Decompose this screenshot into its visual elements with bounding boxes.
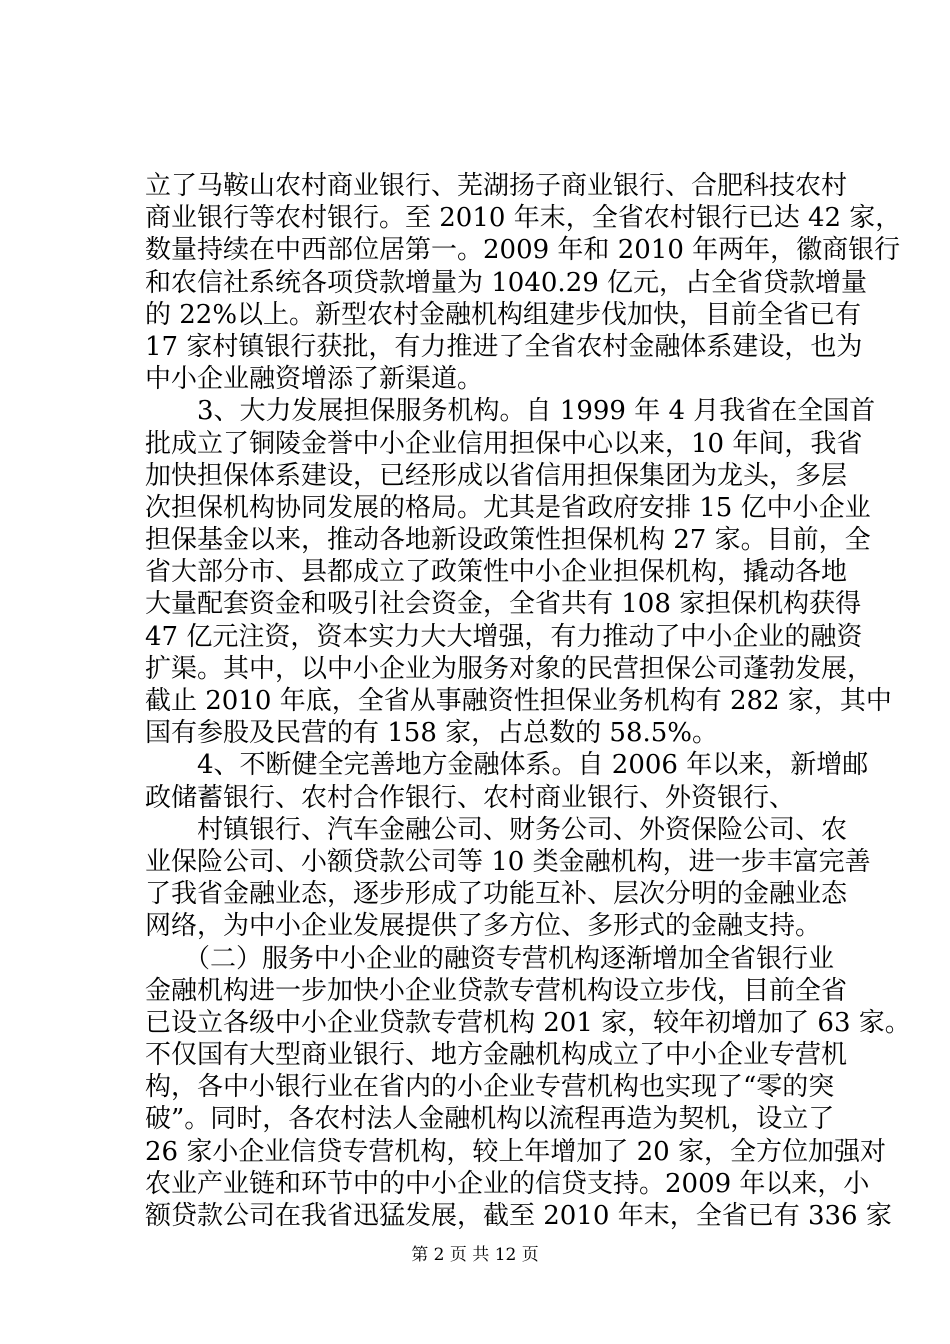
text-line: 担保基金以来，推动各地新设政策性担保机构 27 家。目前，全: [145, 525, 871, 556]
text-line: 商业银行等农村银行。至 2010 年末，全省农村银行已达 42 家，: [145, 203, 902, 234]
text-line: 国有参股及民营的有 158 家，占总数的 58.5%。: [145, 718, 719, 749]
text-line: 扩渠。其中，以中小企业为服务对象的民营担保公司蓬勃发展，: [145, 653, 874, 684]
text-line: 截止 2010 年底，全省从事融资性担保业务机构有 282 家，其中: [145, 686, 892, 716]
text-line: 破”。同时，各农村法人金融机构以流程再造为契机，设立了: [145, 1104, 835, 1135]
text-line: （二）服务中小企业的融资专营机构逐渐增加全省银行业: [145, 943, 835, 974]
document-body: [145, 170, 911, 1232]
text-line: 业保险公司、小额贷款公司等 10 类金融机构，进一步丰富完善: [145, 846, 871, 877]
text-line: 数量持续在中西部位居第一。2009 年和 2010 年两年，徽商银行: [145, 235, 901, 266]
text-line: 4、不断健全完善地方金融体系。自 2006 年以来，新增邮: [145, 750, 869, 781]
text-line: 已设立各级中小企业贷款专营机构 201 家，较年初增加了 63 家。: [145, 1007, 911, 1038]
text-line: 加快担保体系建设，已经形成以省信用担保集团为龙头，多层: [145, 460, 848, 491]
text-line: 批成立了铜陵金誉中小企业信用担保中心以来，10 年间，我省: [145, 428, 863, 459]
text-line: 立了马鞍山农村商业银行、芜湖扬子商业银行、合肥科技农村: [145, 171, 848, 201]
text-line: 3、大力发展担保服务机构。自 1999 年 4 月我省在全国首: [145, 396, 876, 427]
text-line: 农业产业链和环节中的中小企业的信贷支持。2009 年以来，小: [145, 1168, 870, 1199]
text-line: 47 亿元注资，资本实力大大增强，有力推动了中小企业的融资: [145, 621, 863, 652]
text-line: 次担保机构协同发展的格局。尤其是省政府安排 15 亿中小企业: [145, 492, 871, 523]
text-line: 不仅国有大型商业银行、地方金融机构成立了中小企业专营机: [145, 1040, 848, 1071]
text-line: 政储蓄银行、农村合作银行、农村商业银行、外资银行、: [145, 782, 796, 813]
text-line: 了我省金融业态，逐步形成了功能互补、层次分明的金融业态: [145, 879, 848, 910]
text-line: 金融机构进一步加快小企业贷款专营机构设立步伐，目前全省: [145, 975, 848, 1006]
text-line: 构，各中小银行业在省内的小企业专营机构也实现了“零的突: [145, 1072, 835, 1103]
text-line: 大量配套资金和吸引社会资金，全省共有 108 家担保机构获得: [145, 589, 862, 620]
text-line: 额贷款公司在我省迅猛发展，截至 2010 年末，全省已有 336 家: [145, 1201, 892, 1231]
text-line: 的 22%以上。新型农村金融机构组建步伐加快，目前全省已有: [145, 299, 862, 330]
text-line: 17 家村镇银行获批，有力推进了全省农村金融体系建设，也为: [145, 331, 863, 362]
text-line: 26 家小企业信贷专营机构，较上年增加了 20 家，全方位加强对: [145, 1136, 886, 1167]
text-line: 省大部分市、县都成立了政策性中小企业担保机构，撬动各地: [145, 557, 848, 588]
text-line: 网络，为中小企业发展提供了多方位、多形式的金融支持。: [145, 911, 822, 942]
text-line: 和农信社系统各项贷款增量为 1040.29 亿元，占全省贷款增量: [145, 267, 868, 298]
page-number-footer: 第 2 页 共 12 页: [411, 1245, 539, 1265]
text-line: 中小企业融资增添了新渠道。: [145, 364, 484, 395]
text-line: 村镇银行、汽车金融公司、财务公司、外资保险公司、农: [145, 814, 848, 845]
